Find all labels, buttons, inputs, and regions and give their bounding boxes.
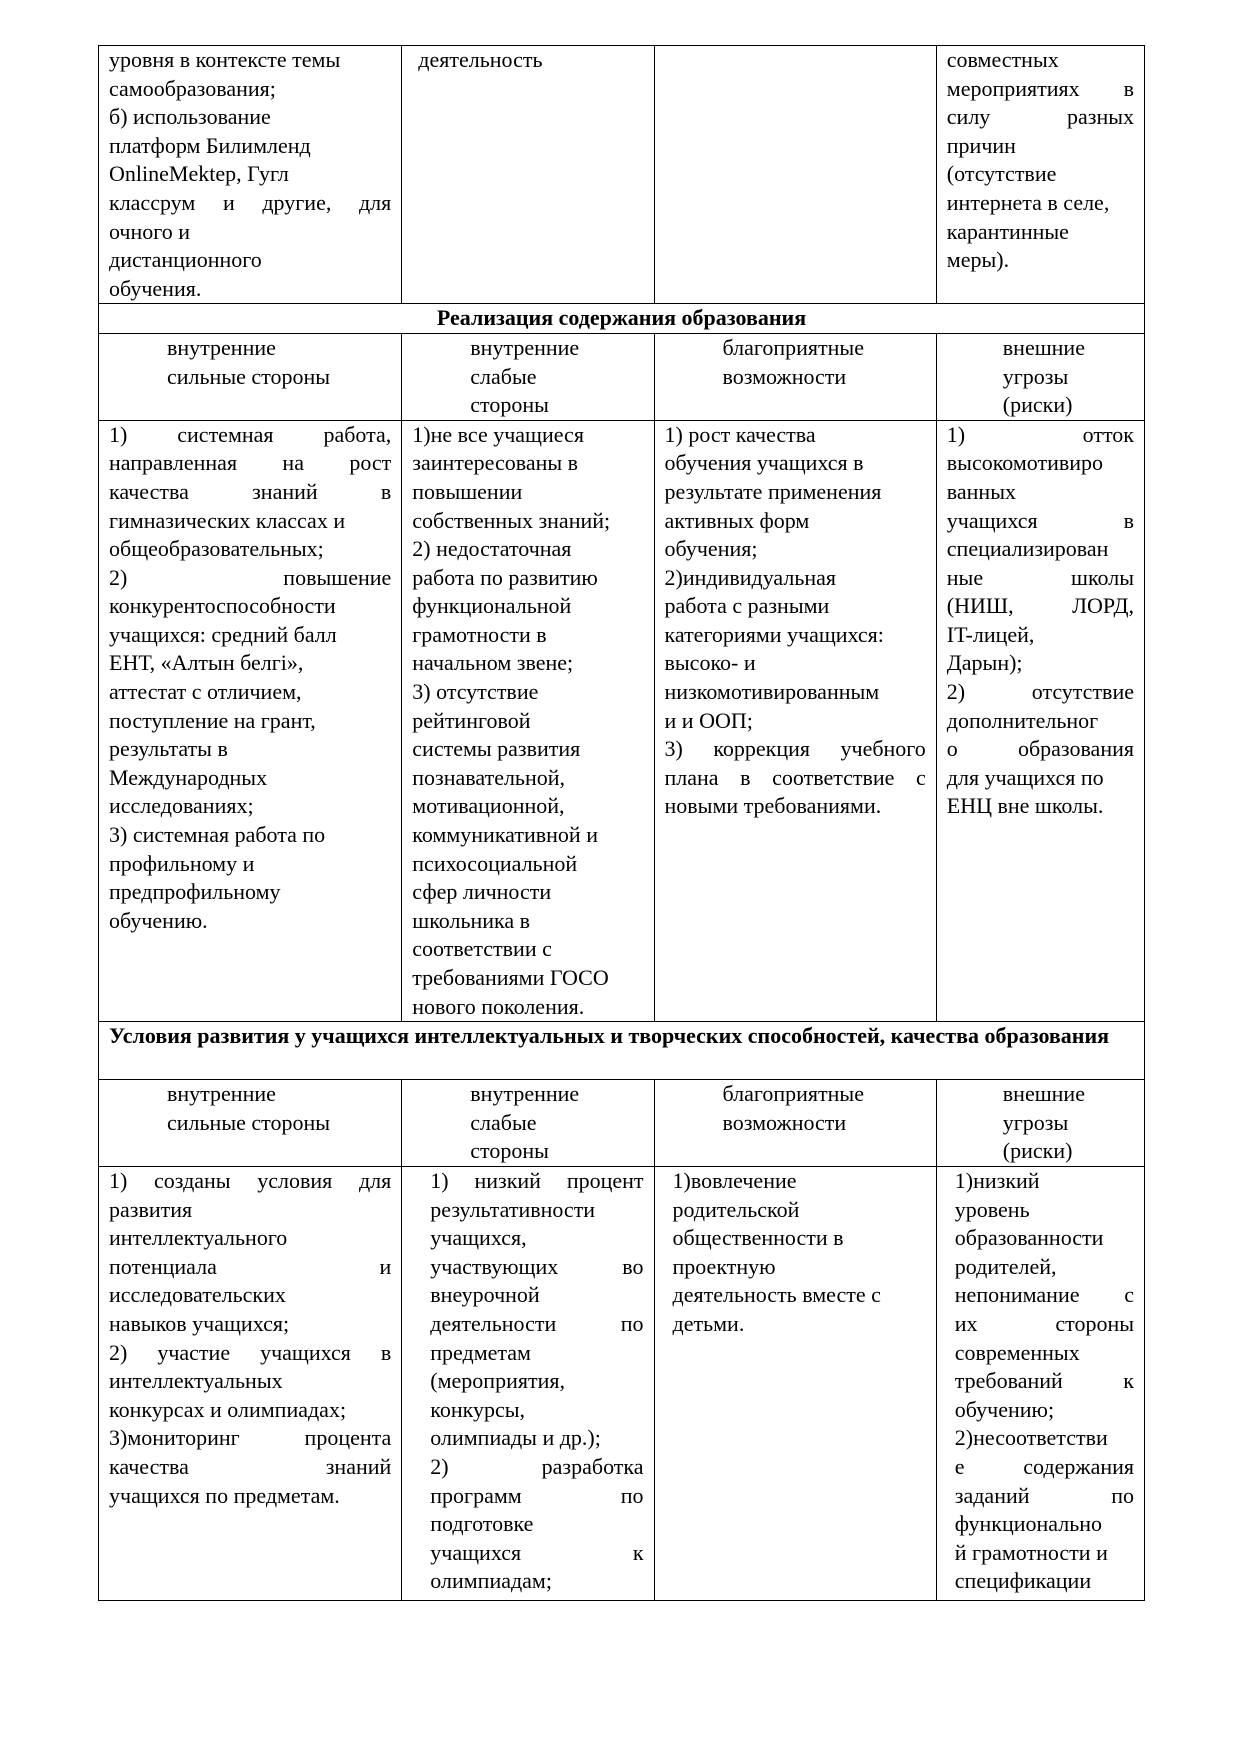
cell-line: школьника в [412,907,531,933]
cell-line: интернета в селе, [946,189,1110,215]
cell-line: IT-лицей, [946,621,1035,647]
cell-line: 1) рост качества [664,421,816,447]
cell-line: 1) системная работа, [109,421,392,447]
cell-line: сильные стороны [167,1109,331,1135]
header-threats [936,333,1144,420]
header-opportunities [654,333,936,420]
cell-threats [936,1166,1144,1600]
cell-strengths [99,420,402,1021]
cell-line: учащихся в [946,507,1134,533]
cell-line: психосоциальной [412,850,578,876]
section-title: Условия развития у учащихся интеллектуальных и творческих способностей, качества образования [99,1022,1145,1080]
cell-line: внутренние [470,334,580,360]
cell-line: обучения. [109,275,202,301]
cell-line: й грамотности и [954,1539,1108,1565]
cell-line: общественности в [672,1225,844,1251]
cell-line: предпрофильному [109,879,281,905]
cell-line: современных [954,1339,1080,1365]
cell-line: 3) системная работа по [109,822,326,848]
table-row [99,420,1145,1021]
cell-line: о образования [946,736,1134,762]
cell-line: направленная на рост [109,450,392,476]
cell-line: сильные стороны [167,363,331,389]
cell-line: внутренние [167,1081,276,1107]
cell-line: мероприятиях в [946,75,1134,101]
cell-line: внешние [1002,334,1085,360]
cell-line: мотивационной, [412,793,565,819]
cell-line: потенциала и [109,1253,392,1279]
cell-line: е содержания [954,1453,1134,1479]
cell-line: активных форм [664,507,810,533]
cell-line: учащихся: средний балл [109,621,337,647]
cell-line: слабые [470,363,537,389]
cell-line: деятельность [418,47,543,72]
header-opportunities [654,1080,936,1167]
cell-line: (отсутствие [946,161,1057,187]
cell-line: собственных знаний; [412,507,611,533]
cell-line: исследовательских [109,1282,286,1308]
cell-line: 2)несоответстви [954,1425,1108,1451]
cell-line: 3) коррекция учебного [664,736,926,762]
cell-line: слабые [470,1109,537,1135]
section-header-row [99,304,1145,334]
cell-line: повышении [412,478,523,504]
header-strengths [99,333,402,420]
cell-opportunities [654,420,936,1021]
cell-line: ванных [946,478,1016,504]
cell-line: категориями учащихся: [664,621,884,647]
cell-line: самообразования; [109,75,276,101]
cell-line: результативности [430,1196,596,1222]
header-weaknesses [402,333,654,420]
cell-line: 2) недостаточная [412,536,572,562]
cell-line: деятельность вместе с [672,1282,881,1308]
cell-line: карантинные [946,218,1069,244]
cell-line: проектную [672,1253,776,1279]
cell-line: качества знаний [109,1453,392,1479]
section-title: Реализация содержания образования [99,304,1145,334]
cell-line: 1)низкий [954,1167,1040,1193]
cell-line: конкурсах и олимпиадах; [109,1396,347,1422]
cell-line: системы развития [412,736,581,762]
cell-line: родительской [672,1196,800,1222]
cell-line: причин [946,132,1016,158]
swot-table [98,45,1145,1601]
cell-line: учащихся, [430,1225,527,1251]
cell-continued-threats [936,46,1144,304]
header-threats [936,1080,1144,1167]
header-strengths [99,1080,402,1167]
cell-line: их стороны [954,1310,1134,1336]
section-header-row [99,1022,1145,1080]
cell-line: стороны [470,392,549,418]
cell-line: угрозы [1002,1109,1069,1135]
cell-line: благоприятные [722,334,864,360]
cell-line: обучения; [664,536,758,562]
cell-line: коммуникативной и [412,822,598,848]
cell-line: результате применения [664,478,882,504]
cell-line: ЕНТ, «Алтын белгі», [109,650,304,676]
cell-line: стороны [470,1138,549,1164]
cell-line: ЕНЦ вне школы. [946,793,1104,819]
cell-line: рейтинговой [412,707,531,733]
cell-line: конкурентоспособности [109,593,336,619]
cell-threats [936,420,1144,1021]
cell-line: 2) повышение [109,564,392,590]
cell-line: предметам [430,1339,531,1365]
cell-line: 1) низкий процент [430,1167,644,1193]
cell-line: угрозы [1002,363,1069,389]
cell-line: плана в соответствие с [664,764,926,790]
column-header-row [99,1080,1145,1167]
cell-line: благоприятные [722,1081,864,1107]
cell-line: силу разных [946,104,1134,130]
cell-line: заданий по [954,1482,1134,1508]
cell-line: развития [109,1196,193,1222]
cell-line: 1) отток [946,421,1134,447]
cell-line: новыми требованиями. [664,793,882,819]
cell-line: поступление на грант, [109,707,316,733]
cell-line: высокомотивиро [946,450,1104,476]
cell-line: низкомотивированным [664,679,880,705]
cell-line: дополнительног [946,707,1099,733]
cell-line: профильному и [109,850,255,876]
cell-line: (НИШ, ЛОРД, [946,593,1134,619]
cell-line: внеурочной [430,1282,540,1308]
cell-line: общеобразовательных; [109,536,324,562]
cell-line: олимпиады и др.); [430,1425,601,1451]
cell-line: работа с разными [664,593,830,619]
cell-line: навыков учащихся; [109,1310,290,1336]
cell-line: (мероприятия, [430,1368,565,1394]
cell-strengths [99,1166,402,1600]
cell-line: возможности [722,363,847,389]
cell-line: познавательной, [412,764,566,790]
cell-line: программ по [430,1482,644,1508]
cell-line: высоко- и [664,650,756,676]
cell-line: 2)индивидуальная [664,564,837,590]
cell-opportunities [654,1166,936,1600]
cell-line: совместных [946,47,1059,72]
cell-weaknesses [402,420,654,1021]
cell-line: уровня в контексте темы [109,47,341,72]
cell-line: олимпиадам; [430,1568,552,1594]
cell-line: учащихся к [430,1539,644,1565]
cell-weaknesses [402,1166,654,1600]
cell-line: платформ Билимленд [109,132,311,158]
cell-line: требований к [954,1368,1134,1394]
cell-line: б) использование [109,104,271,130]
cell-line: уровень [954,1196,1030,1222]
cell-line: заинтересованы в [412,450,579,476]
cell-line: 1)не все учащиеся [412,421,584,447]
column-header-row [99,333,1145,420]
cell-line: начальном звене; [412,650,574,676]
table-row [99,46,1145,304]
cell-line: конкурсы, [430,1396,526,1422]
cell-line: 2) участие учащихся в [109,1339,392,1365]
cell-line: обучения учащихся в [664,450,864,476]
header-weaknesses [402,1080,654,1167]
cell-line: детьми. [672,1310,745,1336]
cell-line: непонимание с [954,1282,1134,1308]
cell-line: качества знаний в [109,478,392,504]
cell-line: сфер личности [412,879,552,905]
cell-continued-weaknesses [402,46,654,304]
cell-line: интеллектуальных [109,1368,283,1394]
cell-line: внешние [1002,1081,1085,1107]
cell-line: возможности [722,1109,847,1135]
cell-line: функциональной [412,593,572,619]
cell-line: родителей, [954,1253,1057,1279]
cell-line: 3)мониторинг процента [109,1425,392,1451]
cell-line: ные школы [946,564,1134,590]
cell-line: меры). [946,247,1010,273]
cell-line: и и ООП; [664,707,753,733]
cell-line: гимназических классах и [109,507,346,533]
cell-line: подготовке [430,1511,534,1537]
cell-line: классрум и другие, для [109,189,392,215]
cell-line: образованности [954,1225,1104,1251]
cell-line: Международных [109,764,268,790]
cell-line: внутренние [470,1081,580,1107]
cell-line: исследованиях; [109,793,254,819]
cell-line: (риски) [1002,392,1073,418]
cell-line: грамотности в [412,621,547,647]
cell-line: 1) созданы условия для [109,1167,392,1193]
cell-line: функционально [954,1511,1103,1537]
cell-line: обучению. [109,907,208,933]
cell-line: внутренние [167,334,276,360]
table-row [99,1166,1145,1600]
cell-line: специализирован [946,536,1109,562]
cell-line: (риски) [1002,1138,1073,1164]
cell-line: 3) отсутствие [412,679,539,705]
cell-line: интеллектуального [109,1225,288,1251]
cell-line: 2) разработка [430,1453,644,1479]
cell-line: обучению; [954,1396,1055,1422]
cell-line: участвующих во [430,1253,644,1279]
cell-line: очного и [109,218,191,244]
cell-line: работа по развитию [412,564,598,590]
cell-line: аттестат с отличием, [109,679,302,705]
cell-line: требованиями ГОСО [412,965,609,990]
cell-line: спецификации [954,1568,1092,1594]
cell-line: соответствии с [412,936,552,962]
cell-line: деятельности по [430,1310,644,1336]
cell-line: Дарын); [946,650,1023,676]
cell-line: 2) отсутствие [946,679,1134,705]
cell-continued-strengths [99,46,402,304]
cell-line: 1)вовлечение [672,1167,797,1193]
cell-line: дистанционного [109,247,262,273]
cell-line: нового поколения. [412,993,585,1019]
cell-line: для учащихся по [946,764,1104,790]
cell-continued-opportunities [654,46,936,304]
cell-line: результаты в [109,736,228,762]
cell-line: учащихся по предметам. [109,1482,340,1508]
cell-line: OnlineMektep, Гугл [109,161,289,187]
